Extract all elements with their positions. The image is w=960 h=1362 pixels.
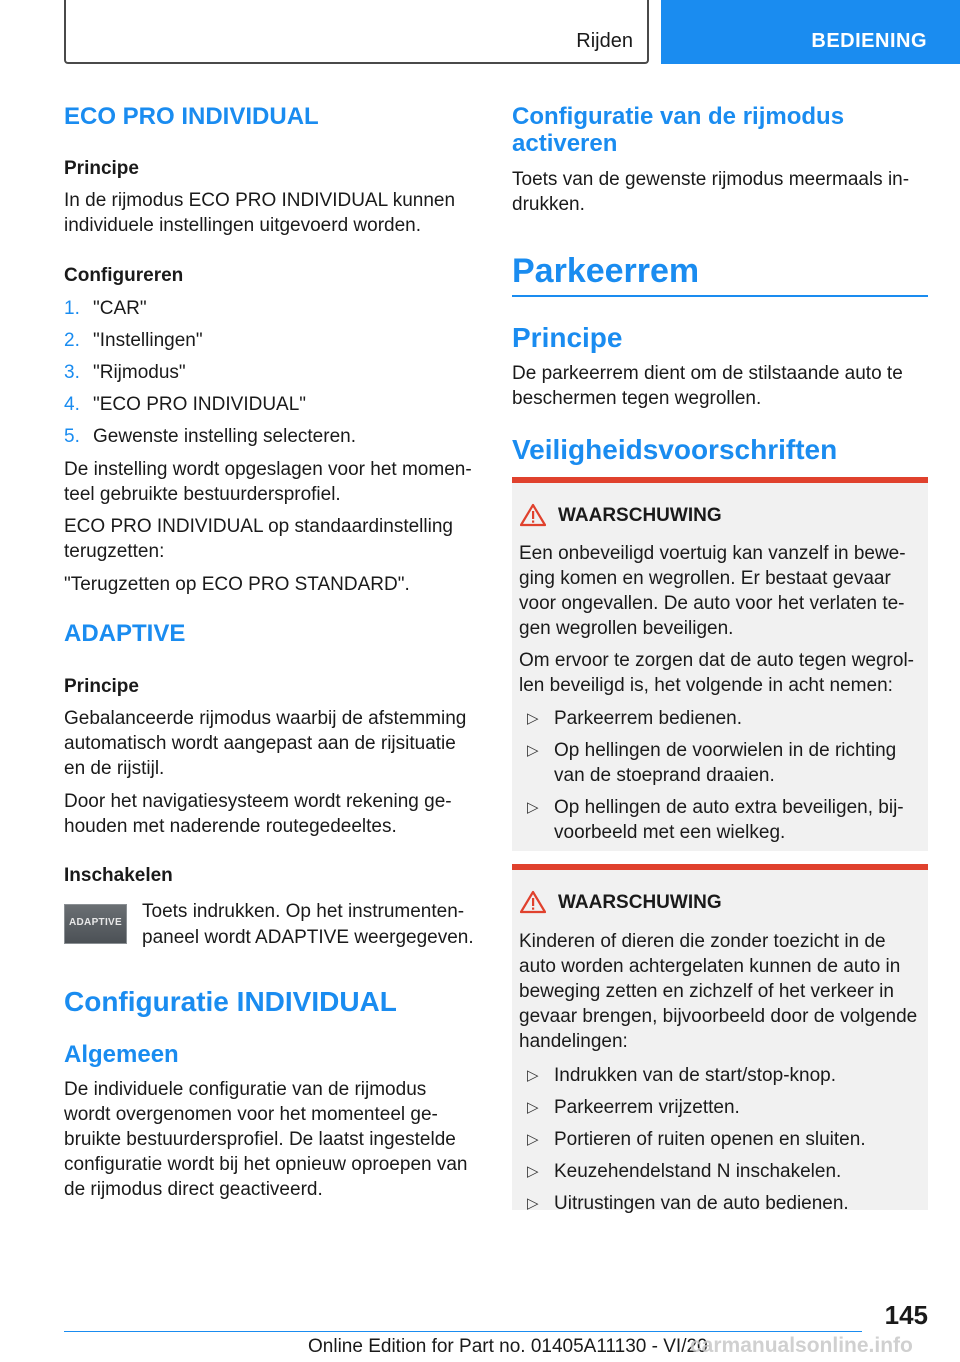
adaptive-text-2: automatisch wordt aangepast aan de rijsituatie [64,733,456,754]
list-text: "ECO PRO INDIVIDUAL" [93,394,307,415]
header-section-label: Rijden [576,30,633,52]
list-text: Op hellingen de voorwielen in de richting [554,740,897,761]
configureren-label: Configureren [64,265,184,286]
config-individual-heading: Configuratie INDIVIDUAL [64,986,397,1017]
inschakelen-text-2: paneel wordt ADAPTIVE weergegeven. [142,927,474,948]
algemeen-text-3: bruikte bestuurdersprofiel. De laatst ingestelde [64,1129,456,1150]
warning-text: Om ervoor te zorgen dat de auto tegen wegrol‐ [519,650,915,671]
warning-text: handelingen: [519,1031,628,1052]
adaptive-text-1: Gebalanceerde rijmodus waarbij de afstemming [64,708,467,729]
principe-label: Principe [64,158,139,179]
list-text: voorbeeld met een wielkeg. [554,822,786,843]
warning-triangle-icon [520,890,546,914]
warning-box [512,864,928,1214]
edition-text: Online Edition for Part no. 01405A11130 - VI/20 [308,1336,708,1357]
nav-text-2: houden met naderende routegedeeltes. [64,816,397,837]
inschakelen-text-1: Toets indrukken. Op het instrumenten‐ [142,901,465,922]
list-text: Parkeerrem bedienen. [554,708,742,729]
activate-text-1: Toets van de gewenste rijmodus meermaals in‐ [512,169,910,190]
triangle-bullet-icon: ▷ [527,1131,539,1148]
parkeerrem-principe-text-1: De parkeerrem dient om de stilstaande auto te [512,363,903,384]
list-text: Parkeerrem vrijzetten. [554,1097,740,1118]
adaptive-text-3: en de rijstijl. [64,758,165,779]
adaptive-heading: ADAPTIVE [64,620,186,647]
warning-text: beweging zetten en zichzelf of het verkeer in [519,981,894,1002]
adaptive-button-image [64,904,127,944]
warning-text: gen wegrollen beveiligen. [519,618,734,639]
list-text: "Rijmodus" [93,362,186,383]
list-text: Gewenste instelling selecteren. [93,426,356,447]
parkeerrem-heading: Parkeerrem [512,252,700,290]
algemeen-text-1: De individuele configuratie van de rijmodus [64,1079,427,1100]
adaptive-button-caption: ADAPTIVE [69,917,122,928]
triangle-bullet-icon: ▷ [527,710,539,727]
activate-heading-2: activeren [512,130,618,157]
nav-text-1: Door het navigatiesysteem wordt rekening ge‐ [64,791,452,812]
warning-triangle-icon [520,503,546,527]
warning-text: Kinderen of dieren die zonder toezicht in de [519,931,886,952]
list-number: 4. [64,394,80,415]
principe-heading: Principe [512,322,623,353]
header-chapter-tab [661,0,960,64]
header-chapter-label: BEDIENING [811,30,927,52]
footer-divider [64,1331,862,1332]
triangle-bullet-icon: ▷ [527,799,539,816]
list-number: 2. [64,330,80,351]
warning-box [512,477,928,851]
list-number: 1. [64,298,80,319]
watermark: carmanualsonline.info [690,1334,913,1357]
list-text: Op hellingen de auto extra beveiligen, bij‐ [554,797,904,818]
triangle-bullet-icon: ▷ [527,1163,539,1180]
reset-text-2: terugzetten: [64,541,165,562]
adaptive-principe-label: Principe [64,676,139,697]
algemeen-text-5: de rijmodus direct geactiveerd. [64,1179,323,1200]
list-text: Indrukken van de start/stop-knop. [554,1065,836,1086]
veiligheid-heading: Veiligheidsvoorschriften [512,434,838,465]
list-text: "CAR" [93,298,147,319]
triangle-bullet-icon: ▷ [527,1195,539,1212]
stored-text-1: De instelling wordt opgeslagen voor het momen‐ [64,459,472,480]
section-divider [512,295,928,297]
triangle-bullet-icon: ▷ [527,742,539,759]
principe-text-2: individuele instellingen uitgevoerd worden. [64,215,422,236]
warning-text: ging komen en wegrollen. Er bestaat gevaar [519,568,891,589]
list-number: 5. [64,426,80,447]
activate-heading-1: Configuratie van de rijmodus [512,103,845,130]
eco-pro-individual-heading: ECO PRO INDIVIDUAL [64,103,319,130]
algemeen-heading: Algemeen [64,1041,179,1068]
algemeen-text-2: wordt overgenomen voor het momenteel ge‐ [64,1104,438,1125]
principe-text-1: In de rijmodus ECO PRO INDIVIDUAL kunnen [64,190,456,211]
warning-title: WAARSCHUWING [558,505,722,526]
list-number: 3. [64,362,80,383]
warning-text: Een onbeveiligd voertuig kan vanzelf in bewe‐ [519,543,906,564]
stored-text-2: teel gebruikte bestuurdersprofiel. [64,484,341,505]
list-text: "Instellingen" [93,330,203,351]
warning-text: gevaar brengen, bijvoorbeeld door de volgende [519,1006,918,1027]
warning-text: len beveiligd is, het volgende in acht nemen: [519,675,893,696]
warning-title: WAARSCHUWING [558,892,722,913]
inschakelen-label: Inschakelen [64,865,173,886]
algemeen-text-4: configuratie wordt bij het opnieuw oproepen van [64,1154,468,1175]
warning-text: auto worden achtergelaten kunnen de auto in [519,956,901,977]
reset-text-3: "Terugzetten op ECO PRO STANDARD". [64,574,410,595]
reset-text-1: ECO PRO INDIVIDUAL op standaardinstelling [64,516,453,537]
list-text: Keuzehendelstand N inschakelen. [554,1161,842,1182]
header-section-tab [64,0,649,64]
list-text: Uitrustingen van de auto bedienen. [554,1193,849,1214]
triangle-bullet-icon: ▷ [527,1067,539,1084]
list-text: Portieren of ruiten openen en sluiten. [554,1129,866,1150]
parkeerrem-principe-text-2: beschermen tegen wegrollen. [512,388,762,409]
page-number: 145 [884,1300,928,1330]
warning-text: voor ongevallen. De auto voor het verlaten te‐ [519,593,905,614]
triangle-bullet-icon: ▷ [527,1099,539,1116]
activate-text-2: drukken. [512,194,585,215]
list-text: van de stoeprand draaien. [554,765,775,786]
